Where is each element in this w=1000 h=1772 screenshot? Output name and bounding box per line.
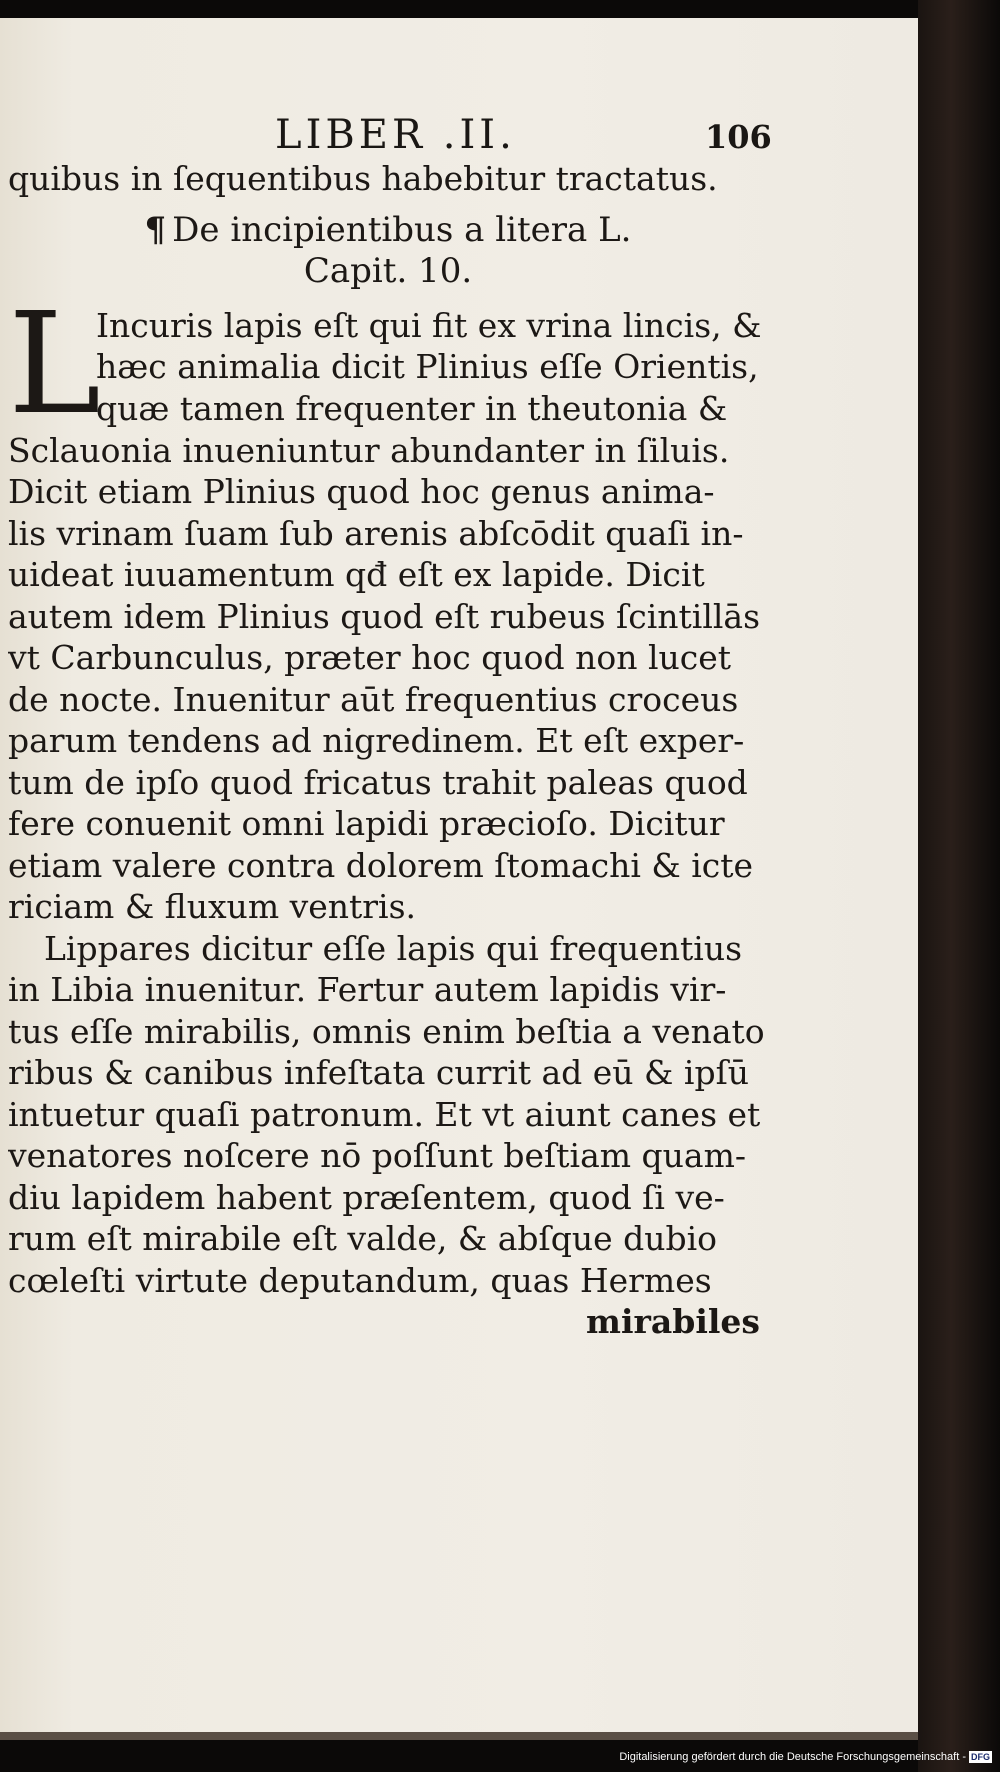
decorated-initial: L xyxy=(8,282,101,446)
text-line: etiam valere contra dolorem ſtomachi & icte xyxy=(8,845,754,885)
credit-text: Digitalisierung gefördert durch die Deutsche Forschungsgemeinschaft - xyxy=(619,1751,966,1763)
page-header xyxy=(0,112,918,162)
text-line: hæc animalia dicit Plinius eſſe Orientis, xyxy=(96,347,759,386)
text-line: quæ tamen frequenter in theutonia & xyxy=(96,388,728,428)
dfg-logo: DFG xyxy=(971,1752,990,1762)
text-line: fere conuenit omni lapidi præcioſo. Dicitur xyxy=(8,804,725,843)
text-line: diu lapidem habent præſentem, quod ſi ve- xyxy=(8,1177,725,1217)
chapter-heading xyxy=(8,210,768,293)
text-line: vt Carbunculus, præter hoc quod non lucet xyxy=(8,638,732,677)
text-line: uideat iuuamentum qđ eſt ex lapide. Dicit xyxy=(8,555,705,594)
text-line: Dicit etiam Plinius quod hoc genus anima- xyxy=(8,472,715,511)
text-line: lis vrinam ſuam ſub arenis abſcōdit quaſi in- xyxy=(8,513,744,553)
text-line: in Libia inuenitur. Fertur autem lapidis vir- xyxy=(8,970,727,1009)
text-line: rum eſt mirabile eſt valde, & abſque dubio xyxy=(8,1219,718,1258)
folio-number: 106 xyxy=(705,118,772,156)
heading-line xyxy=(8,210,768,252)
text-line: riciam & fluxum ventris. xyxy=(8,887,417,926)
page-text xyxy=(8,158,768,1343)
text-line: cœleſti virtute deputandum, quas Hermes xyxy=(8,1260,712,1300)
initial-paragraph-block xyxy=(8,282,768,446)
text-line: venatores noſcere nō poſſunt beſtiam quam- xyxy=(8,1136,747,1175)
text-line: tum de ipſo quod fricatus trahit paleas quod xyxy=(8,762,748,802)
catchword: mirabiles xyxy=(586,1302,760,1341)
pilcrow-mark: ¶ xyxy=(144,209,167,250)
heading-text: De incipientibus a litera L. xyxy=(172,209,632,250)
text-line: ribus & canibus infeſtata currit ad eū & ipſū xyxy=(8,1053,750,1092)
text-line: intuetur quaſi patronum. Et vt aiunt canes et xyxy=(8,1094,761,1134)
text-line: tus eſſe mirabilis, omnis enim beſtia a venato xyxy=(8,1011,765,1051)
digitization-credit xyxy=(619,1751,992,1763)
text-line: quibus in ſequentibus habebitur tractatus. xyxy=(8,159,718,198)
text-line: Lippares dicitur eſſe lapis qui frequentius xyxy=(44,928,743,968)
heading-chapter-number: Capit. 10. xyxy=(303,251,473,291)
text-line: Incuris lapis eſt qui fit ex vrina lincis, & xyxy=(96,305,762,345)
running-head: LIBER .II. xyxy=(275,112,516,158)
text-line: Sclauonia inueniuntur abundanter in ſiluis. xyxy=(8,430,730,470)
scan-background xyxy=(918,0,1000,1772)
text-line: parum tendens ad nigredinem. Et eſt exper- xyxy=(8,721,745,760)
text-line: autem idem Plinius quod eſt rubeus ſcintillās xyxy=(8,596,761,636)
text-line: de nocte. Inuenitur aūt frequentius croceus xyxy=(8,679,739,719)
page-edge xyxy=(0,1732,918,1740)
